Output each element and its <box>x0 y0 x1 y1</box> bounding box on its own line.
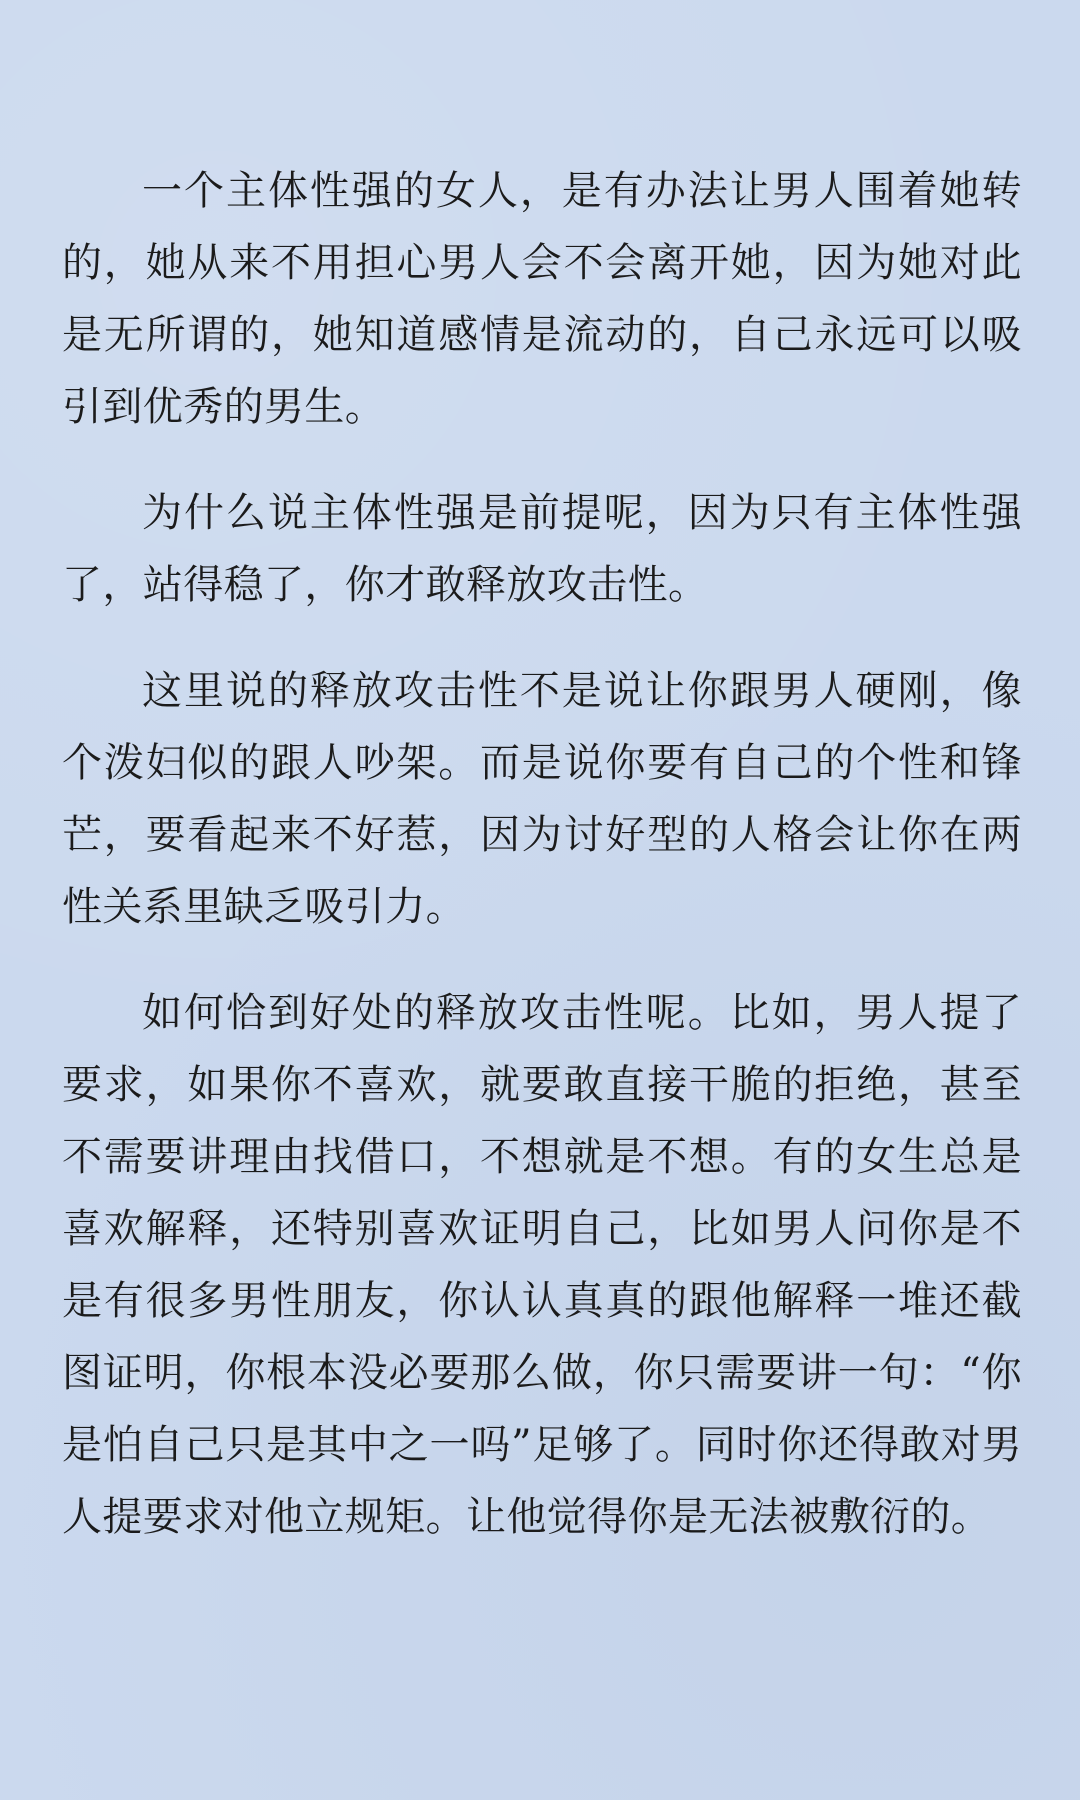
paragraph-4: 如何恰到好处的释放攻击性呢。比如，男人提了要求，如果你不喜欢，就要敢直接干脆的拒绝，甚至不需要讲理由找借口，不想就是不想。有的女生总是喜欢解释，还特别喜欢证明自己，比如男人问你是不是有很多男性朋友，你认认真真的跟他解释一堆还截图证明，你根本没必要那么做，你只需要讲一句：“你是怕自己只是其中之一吗”足够了。同时你还得敢对男人提要求对他立规矩。让他觉得你是无法被敷衍的。 <box>62 990 1022 1540</box>
paragraph-2: 为什么说主体性强是前提呢，因为只有主体性强了，站得稳了，你才敢释放攻击性。 <box>62 490 1022 608</box>
article-body <box>62 155 1022 1553</box>
paragraph-3: 这里说的释放攻击性不是说让你跟男人硬刚，像个泼妇似的跟人吵架。而是说你要有自己的个性和锋芒，要看起来不好惹，因为讨好型的人格会让你在两性关系里缺乏吸引力。 <box>62 668 1022 930</box>
paragraph-1: 一个主体性强的女人，是有办法让男人围着她转的，她从来不用担心男人会不会离开她，因为她对此是无所谓的，她知道感情是流动的，自己永远可以吸引到优秀的男生。 <box>62 168 1022 430</box>
